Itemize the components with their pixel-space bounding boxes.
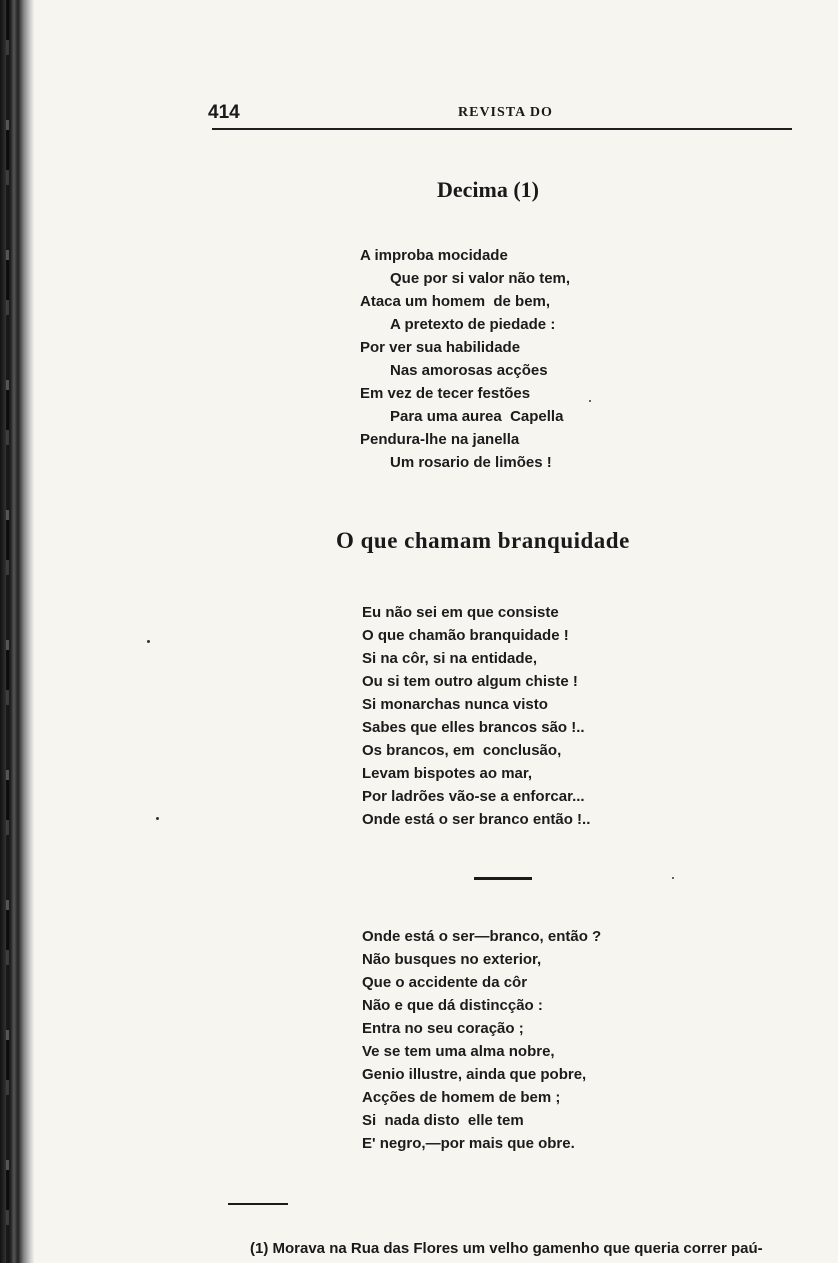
verse-line: Nas amorosas acções <box>390 362 548 379</box>
verse-line: A improba mocidade <box>360 247 508 264</box>
verse-line: Por ver sua habilidade <box>360 339 521 356</box>
paper-speck <box>156 817 159 820</box>
verse-line: Para uma aurea Capella <box>390 408 564 425</box>
verse-line: Um rosario de limões ! <box>390 454 552 471</box>
verse-line: Si na côr, si na entidade, <box>362 650 538 667</box>
verse-line: Em vez de tecer festões <box>360 385 531 402</box>
verse-line: Si nada disto elle tem <box>362 1112 524 1129</box>
poem-title-branquidade: O que chamam branquidade <box>336 528 630 553</box>
verse-line: Pendura-lhe na janella <box>360 431 520 448</box>
page-header <box>208 102 792 126</box>
section-divider <box>474 877 532 880</box>
running-title: REVISTA DO <box>458 105 553 120</box>
verse-line: Sabes que elles brancos são !.. <box>362 719 585 736</box>
page-number: 414 <box>208 102 240 123</box>
paper-speck <box>672 877 674 879</box>
verse-line: Não e que dá distincção : <box>362 997 543 1014</box>
poem-title-decima: Decima (1) <box>437 177 540 202</box>
poem-stanza <box>362 601 590 831</box>
header-rule <box>212 128 792 130</box>
verse-line: Acções de homem de bem ; <box>362 1089 561 1106</box>
verse-line: Os brancos, em conclusão, <box>362 742 562 759</box>
verse-line: E' negro,—por mais que obre. <box>362 1135 575 1152</box>
verse-line: Ou si tem outro algum chiste ! <box>362 673 578 690</box>
footnote-rule <box>228 1203 288 1205</box>
verse-line: Genio illustre, ainda que pobre, <box>362 1066 587 1083</box>
verse-line: Levam bispotes ao mar, <box>362 765 533 782</box>
poem-stanza <box>362 925 601 1155</box>
binding-shadow <box>6 0 9 1263</box>
verse-line: O que chamão branquidade ! <box>362 627 569 644</box>
verse-line: A pretexto de piedade : <box>390 316 556 333</box>
verse-line: Entra no seu coração ; <box>362 1020 524 1037</box>
verse-line: Ataca um homem de bem, <box>360 293 551 310</box>
verse-line: Ve se tem uma alma nobre, <box>362 1043 555 1060</box>
verse-line: Que por si valor não tem, <box>390 270 571 287</box>
verse-line: Onde está o ser branco então !.. <box>362 811 591 828</box>
paper-speck <box>147 640 150 643</box>
footnote: (1) Morava na Rua das Flores um velho gamenho que queria correr paú- <box>250 1240 763 1257</box>
poem-stanza <box>360 244 570 474</box>
verse-line: Que o accidente da côr <box>362 974 528 991</box>
verse-line: Si monarchas nunca visto <box>362 696 548 713</box>
paper-speck <box>589 400 591 402</box>
verse-line: Onde está o ser—branco, então ? <box>362 928 602 945</box>
verse-line: Não busques no exterior, <box>362 951 542 968</box>
verse-line: Eu não sei em que consiste <box>362 604 559 621</box>
verse-line: Por ladrões vão-se a enforcar... <box>362 788 585 805</box>
